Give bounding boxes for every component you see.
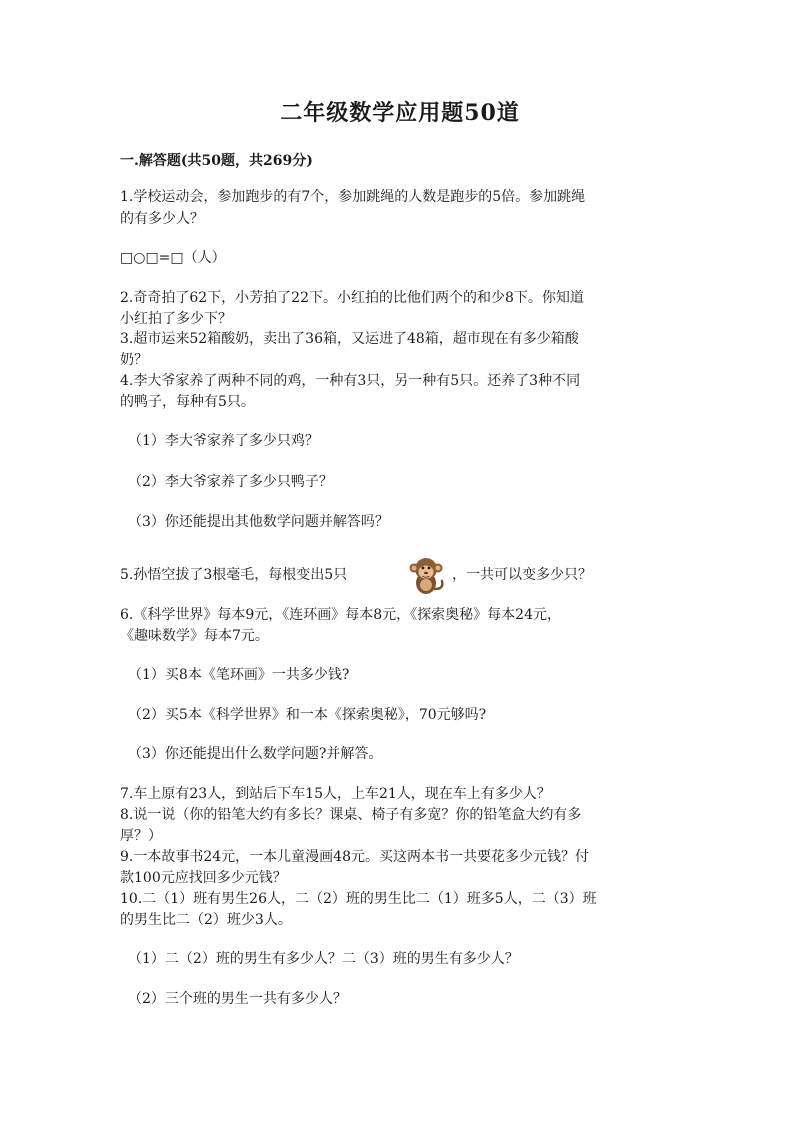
question-1-line-1: 1.学校运动会，参加跑步的有7个，参加跳绳的人数是跑步的5倍。参加跳绳 — [120, 189, 586, 205]
section-heading: 一.解答题(共50题，共269分) — [120, 153, 313, 169]
question-1-formula: □○□=□（人） — [120, 250, 226, 266]
question-6-line-1: 6.《科学世界》每本9元，《连环画》每本8元，《探索奥秘》每本24元， — [120, 607, 561, 623]
question-5-end: ，一共可以变多少只？ — [452, 567, 592, 583]
question-4-sub-2: （2）李大爷家养了多少只鸭子？ — [128, 474, 333, 490]
question-10-sub-2: （2）三个班的男生一共有多少人？ — [128, 991, 347, 1007]
question-2-line-1: 2.奇奇拍了62下，小芳拍了22下。小红拍的比他们两个的和少8下。你知道 — [120, 290, 584, 306]
question-10-sub-1: （1）二（2）班的男生有多少人？二（3）班的男生有多少人？ — [128, 951, 519, 967]
question-7: 7.车上原有23人，到站后下车15人，上车21人，现在车上有多少人？ — [120, 786, 551, 802]
question-3-line-1: 3.超市运来52箱酸奶，卖出了36箱，又运进了48箱，超市现在有多少箱酸 — [120, 331, 579, 347]
question-4-sub-1: （1）李大爷家养了多少只鸡？ — [128, 433, 319, 449]
page-title: 二年级数学应用题50道 — [280, 100, 520, 126]
question-4-line-2: 的鸭子，每种有5只。 — [120, 394, 255, 410]
question-6-sub-1: （1）买8本《笔环画》一共多少钱? — [128, 667, 350, 683]
question-10-line-1: 10.二（1）班有男生26人，二（2）班的男生比二（1）班多5人，二（3）班 — [120, 891, 597, 907]
question-6-line-2: 《趣味数学》每本7元。 — [120, 628, 269, 644]
question-6-sub-2: （2）买5本《科学世界》和一本《探索奥秘》，70元够吗? — [128, 707, 487, 723]
question-4-line-1: 4.李大爷家养了两种不同的鸡，一种有3只，另一种有5只。还养了3种不同 — [120, 373, 581, 389]
question-8-line-2: 厚？） — [120, 828, 162, 844]
monkey-icon — [404, 553, 448, 597]
question-2-line-2: 小红拍了多少下？ — [120, 311, 232, 327]
question-9-line-2: 款100元应找回多少元钱？ — [120, 870, 287, 886]
question-6-sub-3: （3）你还能提出什么数学问题?并解答。 — [128, 746, 383, 762]
question-4-sub-3: （3）你还能提出其他数学问题并解答吗？ — [128, 514, 389, 530]
question-1-line-2: 的有多少人？ — [120, 211, 204, 227]
question-5-start: 5.孙悟空拔了3根毫毛，每根变出5只 — [120, 567, 348, 583]
question-3-line-2: 奶？ — [120, 352, 148, 368]
question-9-line-1: 9.一本故事书24元，一本儿童漫画48元。买这两本书一共要花多少元钱？付 — [120, 849, 589, 865]
question-10-line-2: 的男生比二（2）班少3人。 — [120, 912, 292, 928]
question-8-line-1: 8.说一说（你的铅笔大约有多长？课桌、椅子有多宽？你的铅笔盒大约有多 — [120, 807, 582, 823]
